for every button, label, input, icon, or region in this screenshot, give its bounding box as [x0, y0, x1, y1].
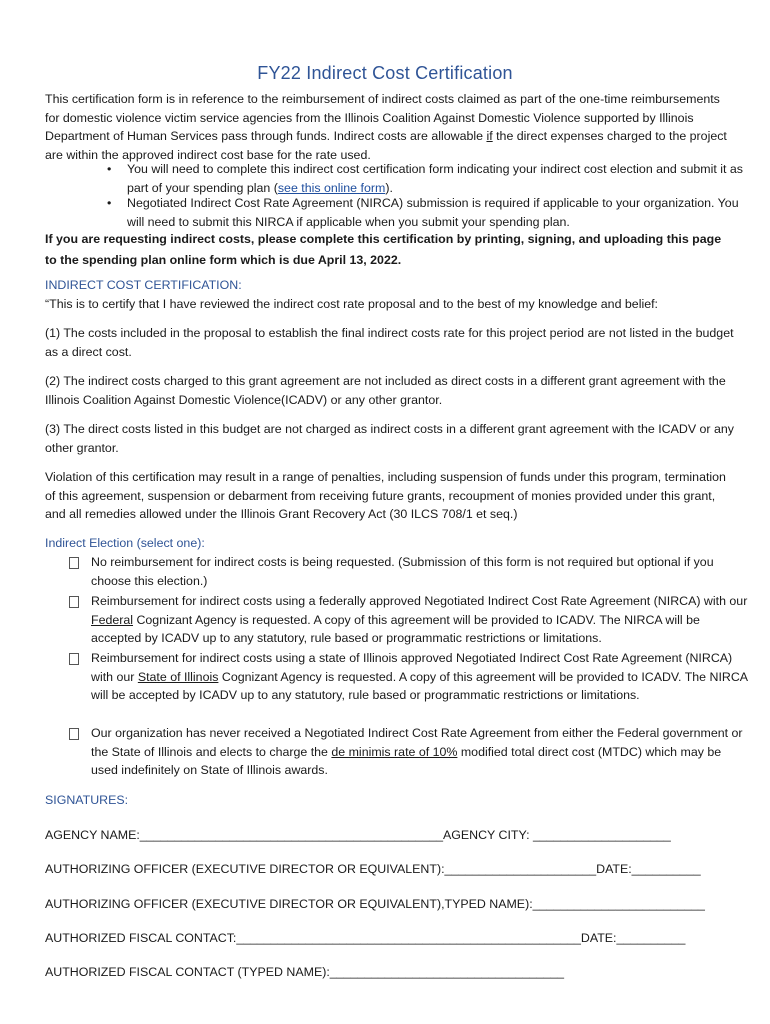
option4-text-end: modified total direct cost (MTDC) which may be used indefinitely on State of Illinois awards. — [91, 744, 722, 777]
election-option-state[interactable] — [69, 649, 751, 705]
fiscal-contact-typed-line[interactable]: AUTHORIZED FISCAL CONTACT (TYPED NAME):__________________________________ — [45, 965, 565, 979]
checkbox-icon[interactable] — [69, 653, 79, 665]
option4-underlined: de minimis rate of 10% — [331, 744, 458, 759]
election-option-de-minimis[interactable] — [69, 724, 751, 780]
submission-note: If you are requesting indirect costs, please complete this certification by printing, signing, and uploading this page to the spending plan online form which is due April 13, 2022. — [45, 232, 722, 267]
page-title: FY22 Indirect Cost Certification — [257, 63, 513, 83]
election-heading: Indirect Election (select one): — [45, 536, 205, 550]
bullet-nirca — [107, 194, 747, 231]
option2-text: Reimbursement for indirect costs using a federally approved Negotiated Indirect Cost Rate Agreement (NIRCA) with our — [91, 594, 748, 608]
bullet1-text: You will need to complete this indirect cost certification form indicating your indirect cost election and submit it as part of your spending plan ( — [127, 162, 743, 195]
signatures-heading: SIGNATURES: — [45, 793, 129, 807]
election-option-federal[interactable] — [69, 592, 751, 648]
option3-text-end: Cognizant Agency is requested. A copy of this agreement will be provided to ICADV. The NIRCA will be accepted by ICADV up to any statutory, rule based or programmatic restrictions or limitations. — [91, 669, 748, 702]
authorizing-officer-typed-line[interactable]: AUTHORIZING OFFICER (EXECUTIVE DIRECTOR OR EQUIVALENT),TYPED NAME):_________________________ — [45, 897, 705, 911]
option2-underlined: Federal — [91, 612, 134, 627]
bullet-spending-plan — [107, 160, 747, 197]
checkbox-icon[interactable] — [69, 557, 79, 569]
certification-heading: INDIRECT COST CERTIFICATION: — [45, 278, 242, 292]
fiscal-contact-line[interactable]: AUTHORIZED FISCAL CONTACT:__________________________________________________DATE:__________ — [45, 931, 686, 945]
option3-underlined: State of Illinois — [137, 669, 219, 684]
intro-if-underlined: if — [486, 129, 493, 143]
bullet1-text-end: ). — [385, 180, 393, 195]
option3-text: Reimbursement for indirect costs using a state of Illinois approved Negotiated Indirect Cost Rate Agreement (NIRCA) with our — [91, 651, 733, 684]
intro-paragraph — [45, 90, 735, 164]
checkbox-icon[interactable] — [69, 728, 79, 740]
online-form-link[interactable]: see this online form — [277, 180, 386, 195]
authorizing-officer-line[interactable]: AUTHORIZING OFFICER (EXECUTIVE DIRECTOR OR EQUIVALENT):______________________DATE:__________ — [45, 862, 701, 876]
agency-name-line[interactable]: AGENCY NAME:____________________________________________AGENCY CITY: ____________________ — [45, 828, 671, 842]
election-option-none[interactable] — [69, 553, 751, 590]
option2-text-end: Cognizant Agency is requested. A copy of this agreement will be provided to ICADV. The NIRCA will be accepted by ICADV up to any statutory, rule based or programmatic restrictions or limitations. — [91, 612, 700, 645]
option1-text: No reimbursement for indirect costs is being requested. (Submission of this form is not required but optional if you choose this election.) — [91, 555, 714, 588]
bullet-dot-icon: • — [107, 162, 112, 176]
certification-item-1: (1) The costs included in the proposal to establish the final indirect costs rate for this project period are not listed in the budget as a direct cost. — [45, 326, 734, 359]
checkbox-icon[interactable] — [69, 596, 79, 608]
certification-item-3: (3) The direct costs listed in this budget are not charged as indirect costs in a different grant agreement with the ICADV or any other grantor. — [45, 422, 734, 455]
option4-text: Our organization has never received a Negotiated Indirect Cost Rate Agreement from either the Federal government or the State of Illinois and elects to charge the — [91, 726, 743, 759]
certification-item-2: (2) The indirect costs charged to this grant agreement are not included as direct costs in a different grant agreement with the Illinois Coalition Against Domestic Violence(ICADV) or any other grantor. — [45, 374, 726, 407]
bullet-dot-icon: • — [107, 196, 112, 210]
intro-text: This certification form is in reference to the reimbursement of indirect costs claimed as part of the one-time reimbursements for domestic violence victim service agencies from the Illinois Coalition Against Domestic Violence supported by Illinois Department of Human Services pass through funds. Indirect costs are allowable — [45, 92, 720, 143]
bullet2-text: Negotiated Indirect Cost Rate Agreement (NIRCA) submission is required if applicable to your organization. You will need to submit this NIRCA if applicable when you submit your spending plan. — [127, 196, 739, 229]
violation-paragraph: Violation of this certification may result in a range of penalties, including suspension of funds under this program, termination of this agreement, suspension or debarment from receiving future grants, recoupment of monies provided under this grant, and all remedies allowed under the Illinois Grant Recovery Act (30 ILCS 708/1 et seq.) — [45, 470, 726, 521]
certification-lead: “This is to certify that I have reviewed the indirect cost rate proposal and to the best of my knowledge and belief: — [45, 297, 658, 311]
intro-text-end: the direct expenses charged to the project are within the approved indirect cost base for the rate used. — [45, 129, 727, 162]
